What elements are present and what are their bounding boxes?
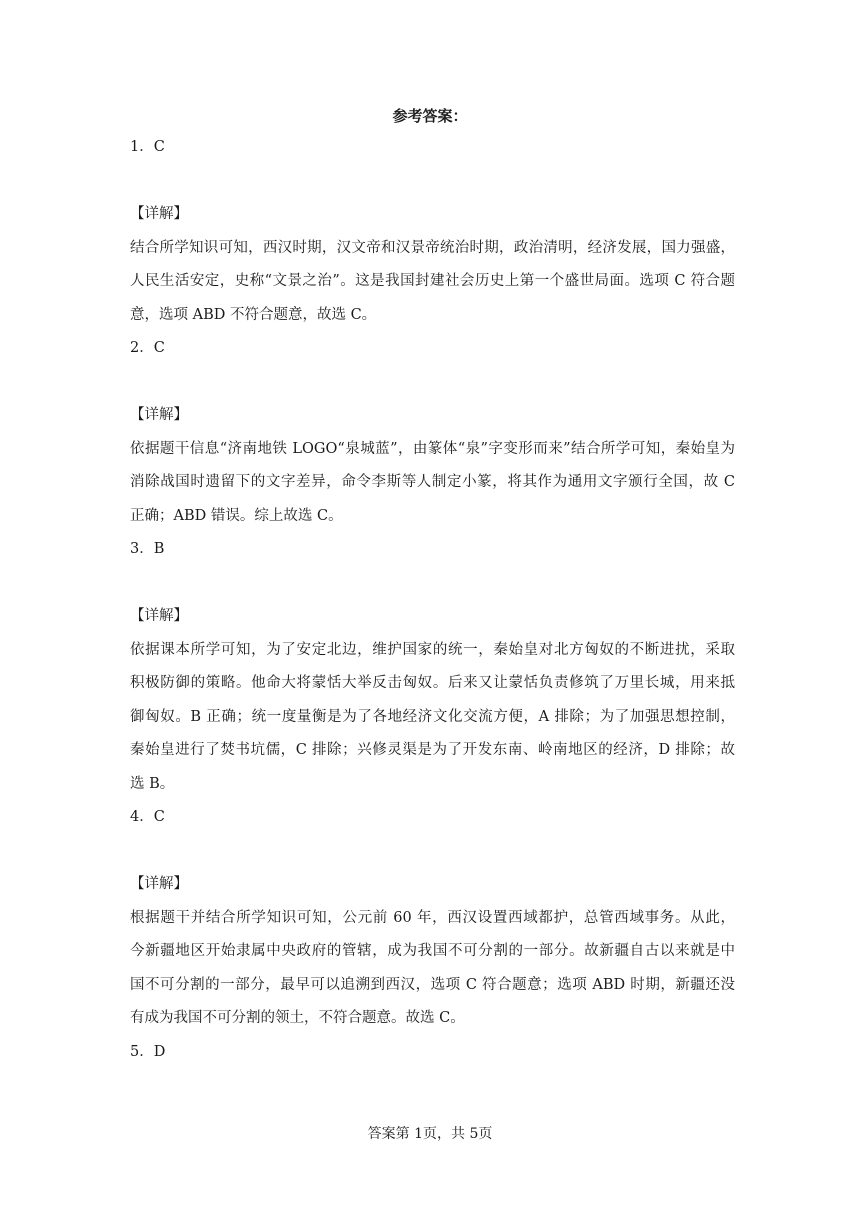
- explanation-line: 消除战国时遗留下的文字差异，命令李斯等人制定小篆，将其作为通用文字颁行全国，故 C: [130, 474, 735, 490]
- explanation-line: 积极防御的策略。他命大将蒙恬大举反击匈奴。后来又让蒙恬负责修筑了万里长城，用来抵: [130, 675, 735, 691]
- answer-number: 5．D: [130, 1043, 166, 1060]
- spacer: [130, 835, 735, 869]
- explanation-line: 御匈奴。B 正确；统一度量衡是为了各地经济文化交流方便，A 排除；为了加强思想控制，: [130, 708, 735, 725]
- explanation-line: 今新疆地区开始隶属中央政府的管辖，成为我国不可分割的一部分。故新疆自古以来就是中: [130, 943, 735, 959]
- explanation-label: 【详解】: [130, 876, 188, 892]
- answer-number: 3．B: [130, 541, 165, 557]
- answer-number: 2．C: [130, 340, 165, 356]
- explanation-line: 依据题干信息“济南地铁 LOGO“泉城蓝”，由篆体“泉”字变形而来”结合所学可知，秦始皇为: [130, 440, 735, 457]
- explanation-line: 人民生活安定，史称“文景之治”。这是我国封建社会历史上第一个盛世局面。选项 C 符合题: [130, 273, 735, 289]
- spacer: [130, 366, 735, 400]
- explanation-label: 【详解】: [130, 407, 188, 423]
- explanation-line: 意，选项 ABD 不符合题意，故选 C。: [130, 306, 377, 323]
- answer-number: 4．C: [130, 809, 165, 825]
- explanation-line: 正确；ABD 错误。综上故选 C。: [130, 507, 343, 524]
- spacer: [130, 165, 735, 199]
- explanation-line: 根据题干并结合所学知识可知，公元前 60 年，西汉设置西域都护，总管西域事务。从此，: [130, 909, 735, 926]
- explanation-line: 依据课本所学可知，为了安定北边，维护国家的统一，秦始皇对北方匈奴的不断进扰，采取: [130, 641, 735, 658]
- explanation-line: 有成为我国不可分割的领土，不符合题意。故选 C。: [130, 1010, 465, 1026]
- explanation-line: 国不可分割的一部分，最早可以追溯到西汉，选项 C 符合题意；选项 ABD 时期，新疆还没: [130, 976, 735, 993]
- explanation-line: 选 B。: [130, 775, 175, 792]
- answer-number: 1．C: [130, 139, 165, 155]
- spacer: [130, 567, 735, 601]
- answer-list: [130, 131, 735, 1069]
- explanation-line: 结合所学知识可知，西汉时期，汉文帝和汉景帝统治时期，政治清明，经济发展，国力强盛，: [130, 239, 735, 256]
- explanation-label: 【详解】: [130, 608, 188, 624]
- explanation-label: 【详解】: [130, 206, 188, 222]
- explanation-line: 秦始皇进行了焚书坑儒，C 排除；兴修灵渠是为了开发东南、岭南地区的经济，D 排除；故: [130, 742, 735, 758]
- page-footer: 答案第 1页，共 5页: [367, 1126, 493, 1142]
- page-title: 参考答案：: [392, 107, 468, 125]
